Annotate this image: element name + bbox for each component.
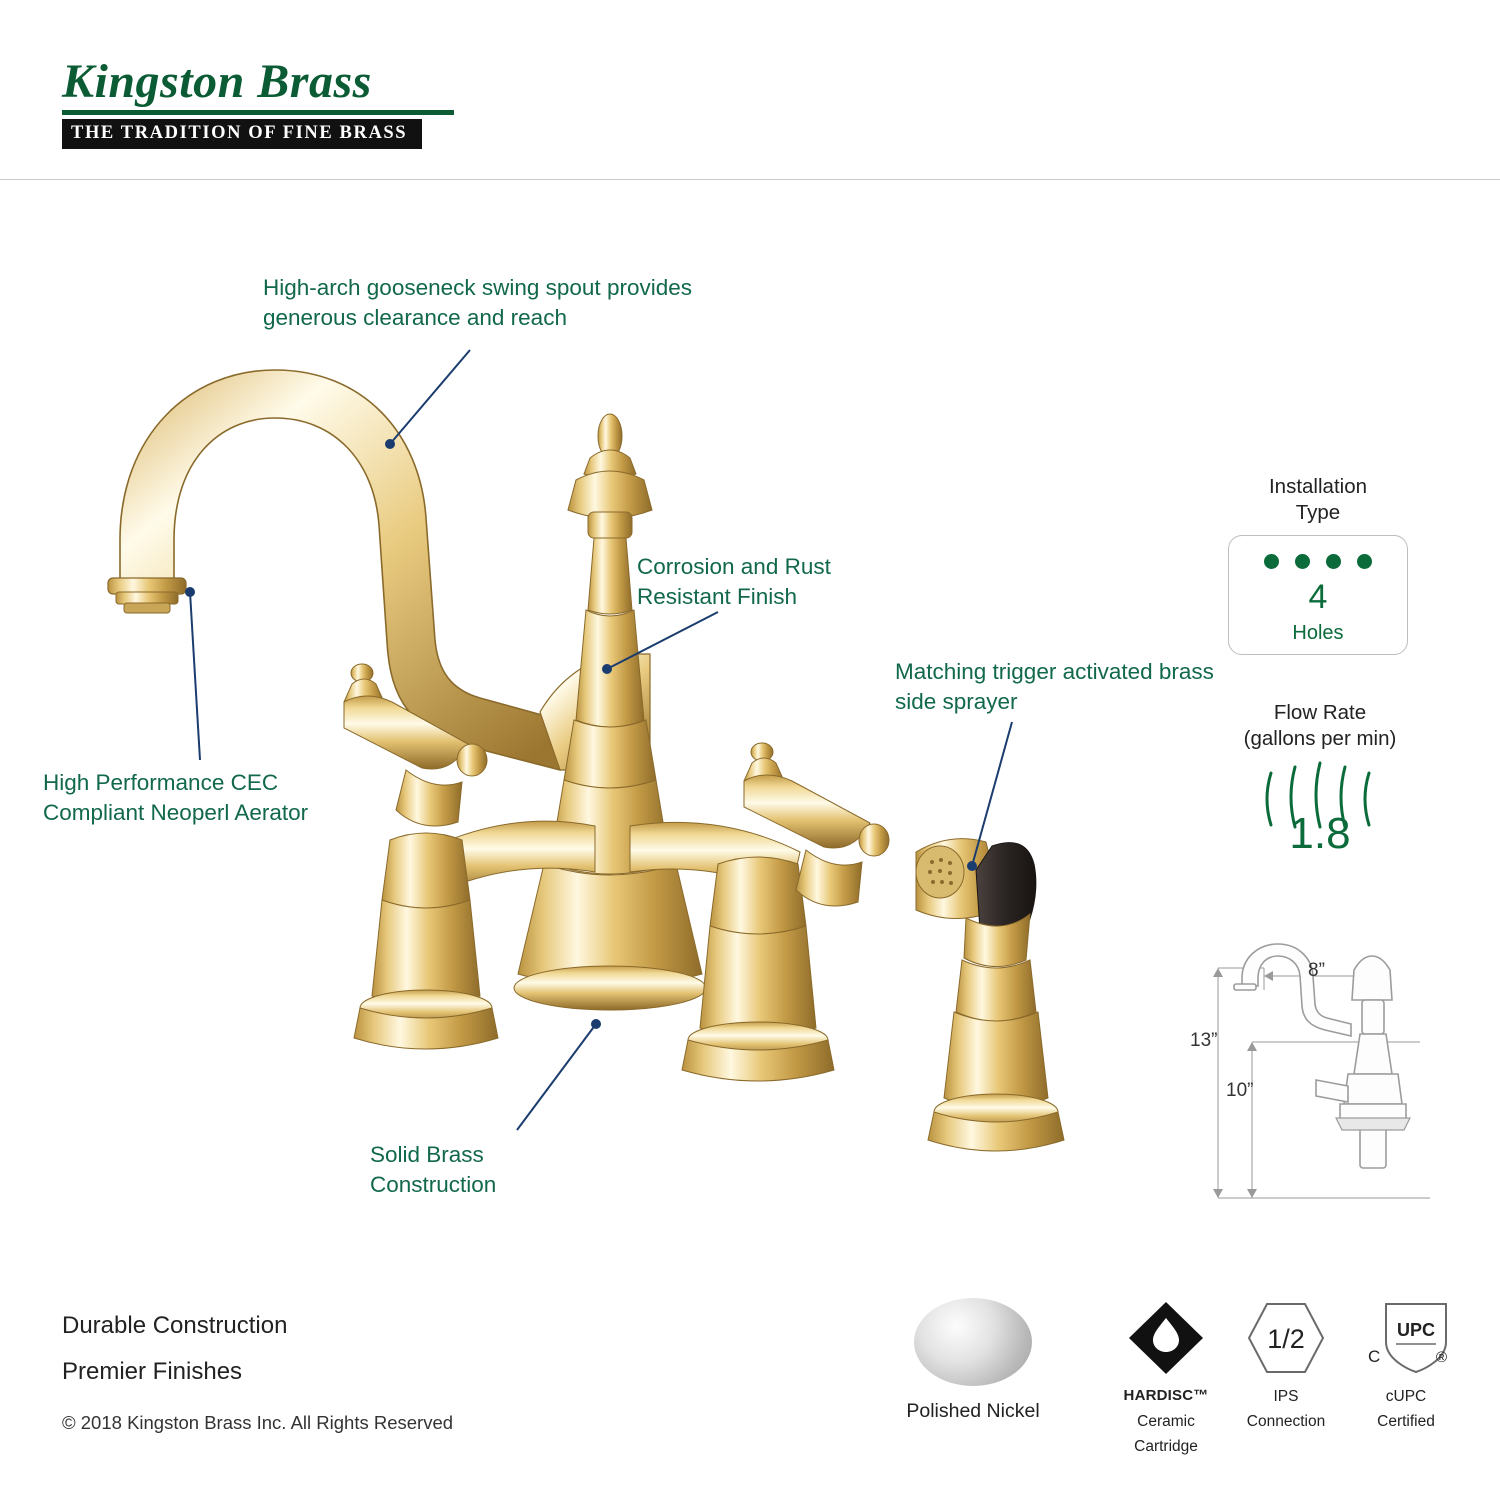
footer-line-2: Premier Finishes	[62, 1358, 243, 1385]
svg-text:UPC: UPC	[1396, 1320, 1436, 1340]
brand-name: Kingston Brass	[62, 55, 372, 108]
cupc-shield-icon	[1360, 1300, 1452, 1376]
svg-text:C: C	[1368, 1347, 1381, 1366]
certification-badges	[1120, 1300, 1452, 1457]
holes-card	[1228, 535, 1408, 655]
badge-cupc	[1360, 1300, 1452, 1432]
dimension-reach: 8”	[1308, 960, 1325, 981]
copyright-text: © 2018 Kingston Brass Inc. All Rights Reserved	[62, 1412, 454, 1433]
hole-dot-4	[1357, 554, 1372, 569]
dimension-height-total: 13”	[1190, 1030, 1218, 1051]
brand-tagline: THE TRADITION OF FINE BRASS	[62, 119, 422, 149]
finish-swatch-block	[878, 1298, 1068, 1423]
badge-ips-line2: Connection	[1246, 1413, 1326, 1431]
flow-title-line1: Flow Rate	[1273, 701, 1367, 724]
installation-title-line2: Type	[1295, 500, 1341, 524]
flow-title-line2: (gallons per min)	[1243, 726, 1397, 750]
callout-finish: Corrosion and Rust Resistant Finish	[637, 554, 831, 609]
finish-swatch-icon	[914, 1298, 1032, 1386]
badge-hardisc-line2: Cartridge	[1134, 1438, 1198, 1456]
installation-title-line1: Installation	[1268, 475, 1367, 498]
flow-rate-value: 1.8	[1289, 809, 1351, 859]
brand-underline	[62, 110, 454, 115]
callout-spout: High-arch gooseneck swing spout provides generous clearance and reach	[263, 275, 692, 330]
installation-type-title	[1228, 474, 1408, 525]
svg-text:1/2: 1/2	[1267, 1324, 1305, 1354]
holes-count: 4	[1308, 578, 1328, 617]
badge-ips	[1240, 1300, 1332, 1432]
hole-dot-2	[1295, 554, 1310, 569]
callout-construction: Solid Brass Construction	[370, 1142, 497, 1197]
holes-label: Holes	[1292, 622, 1344, 645]
hole-dot-1	[1264, 554, 1279, 569]
header-divider	[0, 179, 1500, 180]
hardisc-icon	[1127, 1300, 1205, 1376]
installation-type-panel	[1228, 474, 1408, 655]
footer-text-block	[62, 1312, 453, 1434]
callout-sprayer: Matching trigger activated brass side sprayer	[895, 659, 1214, 714]
brand-logo	[62, 55, 454, 149]
badge-cupc-line2: Certified	[1377, 1413, 1435, 1431]
badge-hardisc-title: HARDISC™	[1123, 1387, 1209, 1404]
flow-rate-title	[1225, 700, 1415, 751]
holes-dot-group	[1229, 554, 1407, 569]
badge-hardisc-line1: Ceramic	[1137, 1412, 1195, 1430]
ips-hex-icon	[1247, 1300, 1325, 1376]
finish-name: Polished Nickel	[906, 1400, 1040, 1422]
dimension-height-lower: 10”	[1226, 1080, 1254, 1101]
dimension-diagram	[1190, 930, 1480, 1230]
badge-ips-line1: IPS	[1273, 1388, 1299, 1405]
hole-dot-3	[1326, 554, 1341, 569]
callout-aerator: High Performance CEC Compliant Neoperl Aerator	[43, 770, 309, 825]
flow-rate-panel	[1225, 700, 1415, 879]
badge-cupc-line1: cUPC	[1385, 1388, 1427, 1405]
badge-hardisc	[1120, 1300, 1212, 1457]
svg-text:®: ®	[1436, 1349, 1448, 1366]
footer-line-1: Durable Construction	[62, 1312, 288, 1339]
